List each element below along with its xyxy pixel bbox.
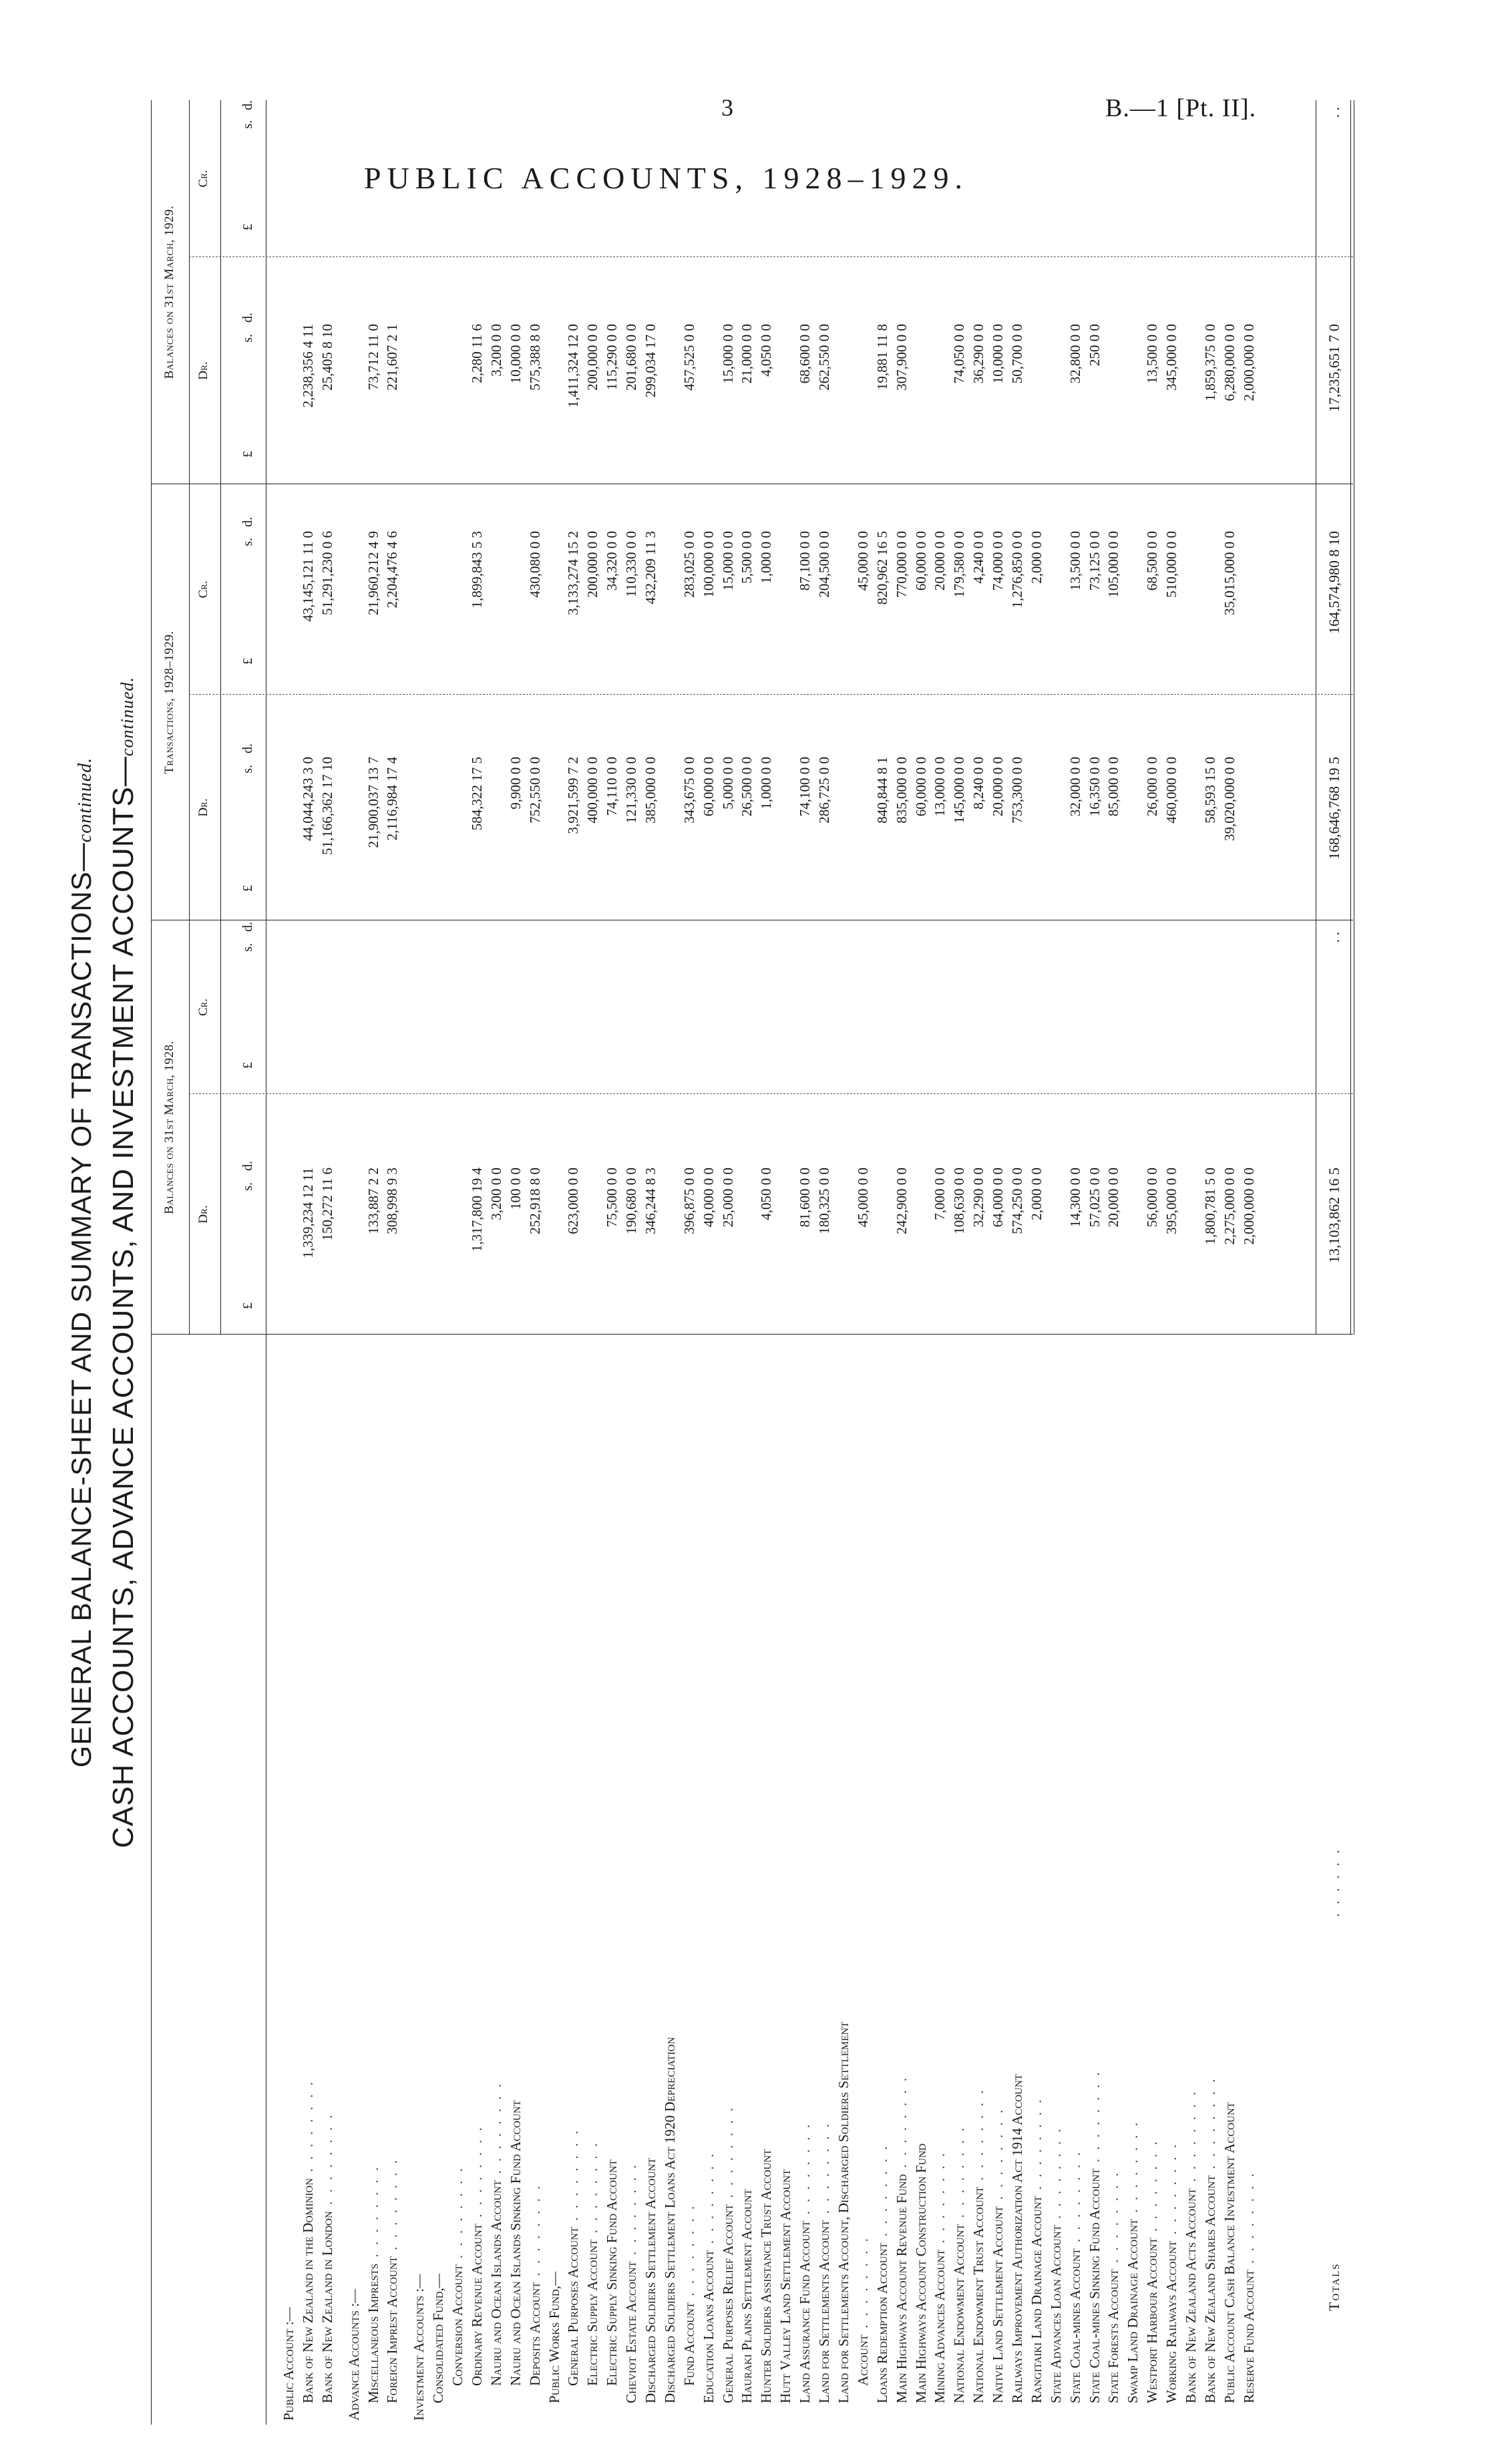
amount-close-dr: 345,000 0 0 — [1163, 324, 1180, 391]
table-row — [776, 100, 795, 2425]
amount-close-dr: 3,200 0 0 — [488, 324, 504, 377]
row-label: Public Works Fund,— — [546, 2271, 562, 2403]
amount-trans-cr: 73,125 0 0 — [1086, 531, 1103, 591]
amount-open-dr: 1,339,234 12 11 — [299, 1168, 316, 1258]
table-row — [873, 100, 892, 2425]
row-label: Deposits Account . . . . . . . . — [526, 2183, 543, 2386]
totals-close-cr: . . — [1326, 107, 1342, 118]
amount-close-dr: 200,000 0 0 — [584, 324, 601, 391]
amount-open-dr: 2,000 0 0 — [1028, 1168, 1045, 1220]
table-row — [1047, 100, 1066, 2425]
amount-open-dr: 14,300 0 0 — [1067, 1168, 1083, 1228]
amount-open-dr: 133,887 2 2 — [365, 1168, 381, 1234]
page-number: 3 — [721, 94, 733, 121]
amount-trans-cr: 13,500 0 0 — [1067, 531, 1083, 591]
amount-trans-cr: 68,500 0 0 — [1144, 531, 1161, 591]
row-label: Public Account Cash Balance Investment Account — [1221, 2102, 1238, 2403]
totals-trans-cr: 164,574,980 8 10 — [1326, 531, 1342, 634]
amount-close-dr: 457,525 0 0 — [681, 324, 697, 391]
amount-trans-dr: 8,240 0 0 — [970, 757, 987, 810]
amount-close-dr: 4,050 0 0 — [758, 324, 775, 377]
table-row — [1143, 100, 1162, 2425]
amount-open-dr: 7,000 0 0 — [932, 1168, 948, 1220]
totals-close-dr: 17,235,651 7 0 — [1326, 324, 1342, 412]
table-row — [1008, 100, 1027, 2425]
amount-trans-cr: 3,133,274 15 2 — [565, 531, 582, 615]
totals-leader: . . . . . . — [1326, 1847, 1342, 1917]
table-row — [834, 100, 854, 2425]
amount-trans-cr: 100,000 0 0 — [700, 531, 717, 598]
amount-trans-dr: 74,100 0 0 — [797, 757, 813, 817]
table-row — [1162, 100, 1181, 2425]
group-transactions: Transactions, 1928–1929. — [162, 631, 176, 774]
amount-trans-cr: 1,899,843 5 3 — [469, 531, 486, 608]
amount-trans-dr: 752,550 0 0 — [526, 757, 543, 824]
amount-trans-dr: 20,000 0 0 — [990, 757, 1006, 817]
header-rule-groups — [189, 100, 190, 1335]
table-row — [950, 100, 969, 2425]
amount-open-dr: 396,875 0 0 — [681, 1168, 697, 1234]
totals-open-dr: 13,103,862 16 5 — [1326, 1168, 1342, 1263]
amount-trans-cr: 105,000 0 0 — [1105, 531, 1122, 598]
table-row — [448, 100, 467, 2425]
amount-trans-dr: 2,116,984 17 4 — [384, 757, 401, 841]
amount-trans-dr: 16,350 0 0 — [1086, 757, 1103, 817]
amount-open-dr: 57,025 0 0 — [1086, 1168, 1103, 1228]
document-reference: B.—1 [Pt. II]. — [1105, 94, 1257, 122]
amount-trans-dr: 60,000 0 0 — [700, 757, 717, 817]
table-row — [383, 100, 402, 2425]
row-label: Land for Settlements Account . . . . . . . . — [816, 2121, 833, 2403]
amount-trans-cr: 200,000 0 0 — [584, 531, 601, 598]
amount-trans-cr: 51,291,230 0 6 — [319, 531, 335, 615]
amount-trans-dr: 3,921,599 7 2 — [565, 757, 582, 834]
amount-close-dr: 25,405 8 10 — [319, 324, 335, 391]
row-label: Conversion Account . . . . . . . . — [449, 2165, 466, 2386]
sheet-subtitle: CASH ACCOUNTS, ADVANCE ACCOUNTS, AND INVESTMENT ACCOUNTS—continued. — [107, 677, 140, 1848]
amount-close-dr: 299,034 17 0 — [642, 324, 659, 398]
amount-trans-cr: 45,000 0 0 — [854, 531, 871, 591]
table-row — [757, 100, 776, 2425]
amount-close-dr: 2,238,356 4 11 — [299, 324, 316, 408]
row-label: Reserve Fund Account . . . . . . . . — [1240, 2171, 1257, 2403]
amount-trans-cr: 34,320 0 0 — [604, 531, 620, 591]
table-row — [1066, 100, 1085, 2425]
amount-trans-dr: 5,000 0 0 — [719, 757, 736, 810]
subheader-close-dr: Dr. — [196, 361, 210, 380]
totals-row — [1321, 100, 1348, 2425]
amount-trans-dr: 39,020,000 0 0 — [1221, 757, 1238, 841]
table-row — [641, 100, 660, 2425]
amount-open-dr: 252,918 8 0 — [526, 1168, 543, 1234]
amount-trans-cr: 4,240 0 0 — [970, 531, 987, 584]
amount-trans-cr: 1,276,850 0 0 — [1008, 531, 1025, 608]
amount-trans-cr: 1,000 0 0 — [758, 531, 775, 584]
row-label: Electric Supply Sinking Fund Account — [604, 2159, 620, 2386]
row-label: General Purposes Account . . . . . . . . — [565, 2127, 582, 2386]
table-row — [409, 100, 429, 2425]
row-label: Main Highways Account Construction Fund — [912, 2143, 929, 2403]
row-label: Account . . . . . . . . — [854, 2236, 871, 2386]
table-row — [1104, 100, 1123, 2425]
amount-open-dr: 395,000 0 0 — [1163, 1168, 1180, 1234]
amount-open-dr: 45,000 0 0 — [854, 1168, 871, 1228]
subheader-open-dr: Dr. — [196, 1205, 210, 1224]
amount-trans-dr: 145,000 0 0 — [951, 757, 968, 824]
amount-close-dr: 1,859,375 0 0 — [1201, 324, 1218, 401]
table-row — [680, 100, 699, 2425]
amount-open-dr: 1,800,781 5 0 — [1201, 1168, 1218, 1245]
amount-trans-dr: 51,166,362 17 10 — [319, 757, 335, 855]
row-label: National Endowment Trust Account . . . . . . . . — [970, 2087, 987, 2403]
amount-open-dr: 180,325 0 0 — [816, 1168, 833, 1234]
row-label: Electric Supply Account . . . . . . . . — [584, 2140, 601, 2386]
row-label: Railways Improvement Authorization Act 1914 Account — [1008, 2074, 1025, 2403]
totals-rule-bottom — [1350, 100, 1351, 1335]
row-label: Loans Redemption Account . . . . . . . . — [874, 2143, 890, 2403]
table-row — [429, 100, 448, 2425]
amount-trans-dr: 753,300 0 0 — [1008, 757, 1025, 824]
amount-open-dr: 32,290 0 0 — [970, 1168, 987, 1228]
amount-trans-dr: 13,000 0 0 — [932, 757, 948, 817]
amount-trans-cr: 432,209 11 3 — [642, 531, 659, 604]
amount-trans-dr: 58,593 15 0 — [1201, 757, 1218, 824]
row-label: State Advances Loan Account . . . . . . . . — [1047, 2126, 1064, 2403]
amount-close-dr: 36,290 0 0 — [970, 324, 987, 384]
amount-trans-dr: 385,000 0 0 — [642, 757, 659, 824]
amount-trans-cr: 15,000 0 0 — [719, 531, 736, 591]
amount-trans-cr: 510,000 0 0 — [1163, 531, 1180, 598]
group-opening-balances: Balances on 31st March, 1928. — [162, 1041, 176, 1214]
amount-trans-dr: 26,500 0 0 — [739, 757, 755, 817]
amount-trans-cr: 430,080 0 0 — [526, 531, 543, 598]
table-row — [988, 100, 1008, 2425]
amount-trans-dr: 343,675 0 0 — [681, 757, 697, 824]
row-label: General Purposes Relief Account . . . . . . . . — [719, 2105, 736, 2403]
amount-close-dr: 73,712 11 0 — [365, 324, 381, 390]
table-row — [345, 100, 364, 2425]
amount-trans-dr: 60,000 0 0 — [912, 757, 929, 817]
amount-trans-cr: 283,025 0 0 — [681, 531, 697, 598]
amount-open-dr: 64,000 0 0 — [990, 1168, 1006, 1228]
row-label: Swamp Land Drainage Account . . . . . . . . — [1125, 2119, 1141, 2403]
amount-open-dr: 190,680 0 0 — [623, 1168, 640, 1234]
table-row — [506, 100, 526, 2425]
balance-sheet: GENERAL BALANCE-SHEET AND SUMMARY OF TRANSACTIONS—continued. CASH ACCOUNTS, ADVANCE ACCOUNTS, AND INVESTMENT ACCOUNTS—continued. Balances on 31st March, 1928. Transactions, 1928–1929. Balances on 31st March, 1929. Dr. Cr. Dr. Cr. Dr. Cr. £ s. d. £ s. d. £ s. d. £ s. d. £ s. d. £ s. d. Public Account :— Bank of New Zealand in the Dominion . . . . . . . . 1,339,234 12 11 44,044,243 3 0 43,145,121 11 0 2,238,356 4 11 Bank of New Zealand in London . . . . . . . . 150,272 11 6 51,166,362 17 10 51,291,230 0 6 25,405 8 10 Advance Accounts :— Miscellaneous Imprests . . . . . . . . 133,887 2 2 21,900,037 13 7 21,960,212 4 9 73,712 11 0 Foreign Imprest Account . . . . . . . . 308,998 9 3 2,116,984 17 4 2,204,476 4 6 221,607 2 1 Investment Accounts :— Consolidated Fund,— Conversion Account . . . . . . . . Ordinary Revenue Account . . . . . . . . 1,317,800 19 4 584,322 17 5 1,899,843 5 3 2,280 11 6 Nauru and Ocean Islands Account . . . . . . . . 3,200 0 0 3,200 0 0 Nauru and Ocean Islands Sinking Fund Account 100 0 0 9,900 0 0 10,000 0 0 Deposits Account . . . . . . . . 252,918 8 0 752,550 0 0 430,080 0 0 575,388 8 0 Public Works Fund,— General Purposes Account . . . . . . . . 623,000 0 0 3,921,599 7 2 3,133,274 15 2 1,411,324 12 0 Electric Supply Account . . . . . . . . 400,000 0 0 200,000 0 0 200,000 0 0 Electric Supply Sinking Fund Account 75,500 0 0 74,110 0 0 34,320 0 0 115,290 0 0 Cheviot Estate Account . . . . . . . . 190,680 0 0 121,330 0 0 110,330 0 0 201,680 0 0 Discharged Soldiers Settlement Account 346,244 8 3 385,000 0 0 432,209 11 3 299,034 17 0 Discharged Soldiers Settlement Loans Act 1920 Depreciation Fund Account . . . . . . . . 396,875 0 0 343,675 0 0 283,025 0 0 457,525 0 0 Education Loans Account . . . . . . . . 40,000 0 0 60,000 0 0 100,000 0 0 General Purposes Relief Account . . . . . . . . 25,000 0 0 5,000 0 0 15,000 0 0 15,000 0 0 Hauraki Plains Settlement Account 26,500 0 0 5,500 0 0 21,000 0 0 Hunter Soldiers Assistance Trust Account 4,050 0 0 1,000 0 0 1,000 0 0 4,050 0 0 Hutt Valley Land Settlement Account Land Assurance Fund Account . . . . . . . . 81,600 0 0 74,100 0 0 87,100 0 0 68,600 0 0 Land for Settlements Account . . . . . . . . 180,325 0 0 286,725 0 0 204,500 0 0 262,550 0 0 Land for Settlements Account, Discharged Soldiers Settlement Account . . . . . . . . 45,000 0 0 45,000 0 0 Loans Redemption Account . . . . . . . . 840,844 8 1 820,962 16 5 19,881 11 8 Main Highways Account Revenue Fund . . . . . . . . 242,900 0 0 835,000 0 0 770,000 0 0 307,900 0 0 Main Highways Account Construction Fund 60,000 0 0 60,000 0 0 Mining Advances Account . . . . . . . . 7,000 0 0 13,000 0 0 20,000 0 0 National Endowment Account . . . . . . . . 108,630 0 0 145,000 0 0 179,580 0 0 74,050 0 0 National Endowment Trust Account . . . . . . . . 32,290 0 0 8,240 0 0 4,240 0 0 36,290 0 0 Native Land Settlement Account . . . . . . . . 64,000 0 0 20,000 0 0 74,000 0 0 10,000 0 0 Railways Improvement Authorization Act 1914 Account 574,250 0 0 753,300 0 0 1,276,850 0 0 50,700 0 0 Rangitaiki Land Drainage Account . . . . . . . . 2,000 0 0 2,000 0 0 State Advances Loan Account . . . . . . . . State Coal-mines Account . . . . . . . . 14,300 0 0 32,000 0 0 13,500 0 0 32,800 0 0 State Coal-mines Sinking Fund Account . . . . . . . . 57,025 0 0 16,350 0 0 73,125 0 0 250 0 0 State Forests Account . . . . . . . . 20,000 0 0 85,000 0 0 105,000 0 0 Swamp Land Drainage Account . . . . . . . . Westport Harbour Account . . . . . . . . 56,000 0 0 26,000 0 0 68,500 0 0 13,500 0 0 Working Railways Account . . . . . . . . 395,000 0 0 460,000 0 0 510,000 0 0 345,000 0 0 Bank of New Zealand Acts Account . . . . . . . . Bank of New Zealand Shares Account . . . . . . . . 1,800,781 5 0 58,593 15 0 1,859,375 0 0 Public Account Cash Balance Investment Account 2,275,000 0 0 39,020,000 0 0 35,015,000 0 0 6,280,000 0 0 Reserve Fund Account . . . . . . . . 2,000,000 0 0 2,000,000 0 0 Totals . . . . . . 13,103,862 16 5 . . 168,646,768 19 5 164,574,980 8 10 17,235,651 7 0 . . — [65, 100, 1421, 2425]
row-label: Nauru and Ocean Islands Sinking Fund Account — [507, 2100, 524, 2386]
page-title: PUBLIC ACCOUNTS, 1928–1929. — [364, 161, 968, 195]
amount-trans-dr: 74,110 0 0 — [604, 757, 620, 816]
amount-open-dr: 25,000 0 0 — [719, 1168, 736, 1228]
header-rule-top — [151, 100, 152, 2425]
amount-close-dr: 50,700 0 0 — [1008, 324, 1025, 384]
amount-trans-dr: 840,844 8 1 — [874, 757, 890, 824]
amount-trans-dr: 44,044,243 3 0 — [299, 757, 316, 841]
table-row — [1123, 100, 1143, 2425]
table-row — [854, 100, 873, 2425]
amount-trans-cr: 110,330 0 0 — [623, 531, 640, 597]
amount-open-dr: 4,050 0 0 — [758, 1168, 775, 1220]
row-label: Hauraki Plains Settlement Account — [739, 2189, 755, 2403]
table-row — [1240, 100, 1259, 2425]
amount-trans-dr: 32,000 0 0 — [1067, 757, 1083, 817]
amount-trans-dr: 85,000 0 0 — [1105, 757, 1122, 817]
row-label: Nauru and Ocean Islands Account . . . . . . . . — [488, 2081, 504, 2386]
subheader-close-cr: Cr. — [196, 170, 210, 188]
header-rule-subs — [220, 100, 221, 1335]
table-row — [795, 100, 815, 2425]
table-row — [737, 100, 757, 2425]
amount-trans-dr: 584,322 17 5 — [469, 757, 486, 831]
amount-trans-dr: 121,330 0 0 — [623, 757, 640, 824]
amount-open-dr: 100 0 0 — [507, 1168, 524, 1210]
group-closing-balances: Balances on 31st March, 1929. — [162, 205, 176, 379]
amount-open-dr: 75,500 0 0 — [604, 1168, 620, 1228]
amount-open-dr: 108,630 0 0 — [951, 1168, 968, 1234]
table-row — [1220, 100, 1240, 2425]
row-label: Fund Account . . . . . . . . — [681, 2203, 697, 2386]
totals-label: Totals — [1326, 2262, 1342, 2311]
amount-close-dr: 201,680 0 0 — [623, 324, 640, 391]
amount-close-dr: 74,050 0 0 — [951, 324, 968, 384]
table-row — [930, 100, 950, 2425]
amount-close-dr: 32,800 0 0 — [1067, 324, 1083, 384]
row-label: Bank of New Zealand in the Dominion . . . . . . . . — [299, 2079, 316, 2403]
amount-trans-cr: 60,000 0 0 — [912, 531, 929, 591]
amount-trans-cr: 5,500 0 0 — [739, 531, 755, 584]
row-label: Discharged Soldiers Settlement Loans Act 1920 Depreciation — [661, 2037, 678, 2403]
amount-close-dr: 115,290 0 0 — [604, 324, 620, 390]
amount-close-dr: 10,000 0 0 — [507, 324, 524, 384]
subheader-trans-dr: Dr. — [196, 798, 210, 817]
table-row — [318, 100, 337, 2425]
row-label: Bank of New Zealand Shares Account . . . . . . . . — [1201, 2076, 1218, 2403]
table-row — [815, 100, 834, 2425]
table-row — [487, 100, 506, 2425]
row-label: Bank of New Zealand in London . . . . . . . . — [319, 2112, 335, 2403]
table-row — [583, 100, 602, 2425]
table-row — [299, 100, 318, 2425]
amount-open-dr: 2,275,000 0 0 — [1221, 1168, 1238, 1245]
amount-close-dr: 10,000 0 0 — [990, 324, 1006, 384]
table-row — [622, 100, 641, 2425]
amount-trans-cr: 2,000 0 0 — [1028, 531, 1045, 584]
row-label: Westport Harbour Account . . . . . . . . — [1144, 2139, 1161, 2403]
row-label: Hunter Soldiers Assistance Trust Account — [758, 2149, 775, 2403]
table-row — [564, 100, 583, 2425]
row-label: Education Loans Account . . . . . . . . — [700, 2151, 717, 2403]
amount-open-dr: 346,244 8 3 — [642, 1168, 659, 1234]
amount-trans-cr: 43,145,121 11 0 — [299, 531, 316, 622]
amount-trans-dr: 21,900,037 13 7 — [365, 757, 381, 848]
amount-close-dr: 221,607 2 1 — [384, 324, 401, 391]
amount-close-dr: 262,550 0 0 — [816, 324, 833, 391]
amount-trans-cr: 770,000 0 0 — [893, 531, 910, 598]
amount-open-dr: 1,317,800 19 4 — [469, 1168, 486, 1252]
row-label: Land for Settlements Account, Discharged Soldiers Settlement — [835, 2021, 852, 2403]
account-rows — [271, 100, 1259, 2425]
table-row — [719, 100, 738, 2425]
amount-trans-dr: 9,900 0 0 — [507, 757, 524, 810]
row-label: State Coal-mines Sinking Fund Account . . . . . . . . — [1086, 2069, 1103, 2403]
row-label: Native Land Settlement Account . . . . . . . . — [990, 2107, 1006, 2403]
amount-trans-dr: 1,000 0 0 — [758, 757, 775, 810]
totals-open-cr: . . — [1326, 932, 1342, 943]
row-label: Public Account :— — [280, 2307, 297, 2421]
row-label: Main Highways Account Revenue Fund . . . . . . . . — [893, 2075, 910, 2403]
amount-close-dr: 6,280,000 0 0 — [1221, 324, 1238, 401]
amount-close-dr: 2,280 11 6 — [469, 324, 486, 383]
row-label: Land Assurance Fund Account . . . . . . . . — [797, 2121, 813, 2403]
table-row — [1201, 100, 1220, 2425]
row-label: State Forests Account . . . . . . . . — [1105, 2170, 1122, 2403]
table-row — [279, 100, 299, 2425]
row-label: Discharged Soldiers Settlement Account — [642, 2157, 659, 2403]
amount-trans-cr: 820,962 16 5 — [874, 531, 890, 605]
row-label: Hutt Valley Land Settlement Account — [777, 2169, 794, 2403]
row-label: Working Railways Account . . . . . . . . — [1163, 2141, 1180, 2403]
table-row — [660, 100, 680, 2425]
table-row — [364, 100, 383, 2425]
row-label: National Endowment Account . . . . . . . . — [951, 2125, 968, 2403]
row-label: Miscellaneous Imprests . . . . . . . . — [365, 2164, 381, 2403]
table-row — [699, 100, 719, 2425]
amount-close-dr: 21,000 0 0 — [739, 324, 755, 384]
amount-trans-cr: 21,960,212 4 9 — [365, 531, 381, 615]
amount-trans-cr: 74,000 0 0 — [990, 531, 1006, 591]
amount-open-dr: 623,000 0 0 — [565, 1168, 582, 1234]
amount-open-dr: 81,600 0 0 — [797, 1168, 813, 1228]
amount-close-dr: 19,881 11 8 — [874, 324, 890, 390]
amount-trans-cr: 204,500 0 0 — [816, 531, 833, 598]
amount-open-dr: 40,000 0 0 — [700, 1168, 717, 1228]
row-label: Foreign Imprest Account . . . . . . . . — [384, 2157, 401, 2403]
amount-open-dr: 150,272 11 6 — [319, 1168, 335, 1241]
row-label: Consolidated Fund,— — [430, 2274, 447, 2403]
amount-close-dr: 307,900 0 0 — [893, 324, 910, 391]
table-row — [1181, 100, 1201, 2425]
row-label: Bank of New Zealand Acts Account . . . . . . . . — [1182, 2089, 1199, 2403]
amount-trans-dr: 26,000 0 0 — [1144, 757, 1161, 817]
totals-trans-dr: 168,646,768 19 5 — [1326, 757, 1342, 860]
amount-open-dr: 20,000 0 0 — [1105, 1168, 1122, 1228]
row-label: Ordinary Revenue Account . . . . . . . . — [469, 2125, 486, 2386]
table-row — [602, 100, 622, 2425]
row-label: State Coal-mines Account . . . . . . . . — [1067, 2149, 1083, 2403]
amount-open-dr: 56,000 0 0 — [1144, 1168, 1161, 1228]
amount-trans-dr: 400,000 0 0 — [584, 757, 601, 824]
amount-open-dr: 242,900 0 0 — [893, 1168, 910, 1234]
amount-close-dr: 68,600 0 0 — [797, 324, 813, 384]
amount-trans-cr: 179,580 0 0 — [951, 531, 968, 598]
row-label: Advance Accounts :— — [345, 2288, 362, 2421]
table-row — [1085, 100, 1105, 2425]
subheader-trans-cr: Cr. — [196, 580, 210, 598]
amount-close-dr: 15,000 0 0 — [719, 324, 736, 384]
row-label: Investment Accounts :— — [411, 2274, 427, 2421]
table-row — [892, 100, 912, 2425]
subheader-open-cr: Cr. — [196, 998, 210, 1017]
amount-trans-cr: 20,000 0 0 — [932, 531, 948, 591]
table-row — [545, 100, 564, 2425]
amount-close-dr: 13,500 0 0 — [1144, 324, 1161, 384]
amount-trans-cr: 2,204,476 4 6 — [384, 531, 401, 608]
amount-open-dr: 308,998 9 3 — [384, 1168, 401, 1234]
table-row — [1027, 100, 1047, 2425]
table-row — [526, 100, 545, 2425]
row-label: Mining Advances Account . . . . . . . . — [932, 2150, 948, 2403]
amount-trans-cr: 87,100 0 0 — [797, 531, 813, 591]
table-row — [467, 100, 487, 2425]
amount-trans-dr: 835,000 0 0 — [893, 757, 910, 824]
amount-close-dr: 575,388 8 0 — [526, 324, 543, 391]
amount-open-dr: 574,250 0 0 — [1008, 1168, 1025, 1234]
amount-trans-dr: 286,725 0 0 — [816, 757, 833, 824]
row-label: Rangitaiki Land Drainage Account . . . . . . . . — [1028, 2097, 1045, 2403]
amount-trans-dr: 460,000 0 0 — [1163, 757, 1180, 824]
amount-trans-cr: 35,015,000 0 0 — [1221, 531, 1238, 615]
table-row — [969, 100, 988, 2425]
sheet-title: GENERAL BALANCE-SHEET AND SUMMARY OF TRANSACTIONS—continued. — [65, 757, 97, 1768]
amount-close-dr: 1,411,324 12 0 — [565, 324, 582, 408]
table-row — [912, 100, 931, 2425]
row-label: Cheviot Estate Account . . . . . . . . — [623, 2162, 640, 2403]
amount-open-dr: 3,200 0 0 — [488, 1168, 504, 1220]
amount-close-dr: 250 0 0 — [1086, 324, 1103, 366]
amount-open-dr: 2,000,000 0 0 — [1240, 1168, 1257, 1245]
amount-close-dr: 2,000,000 0 0 — [1240, 324, 1257, 401]
